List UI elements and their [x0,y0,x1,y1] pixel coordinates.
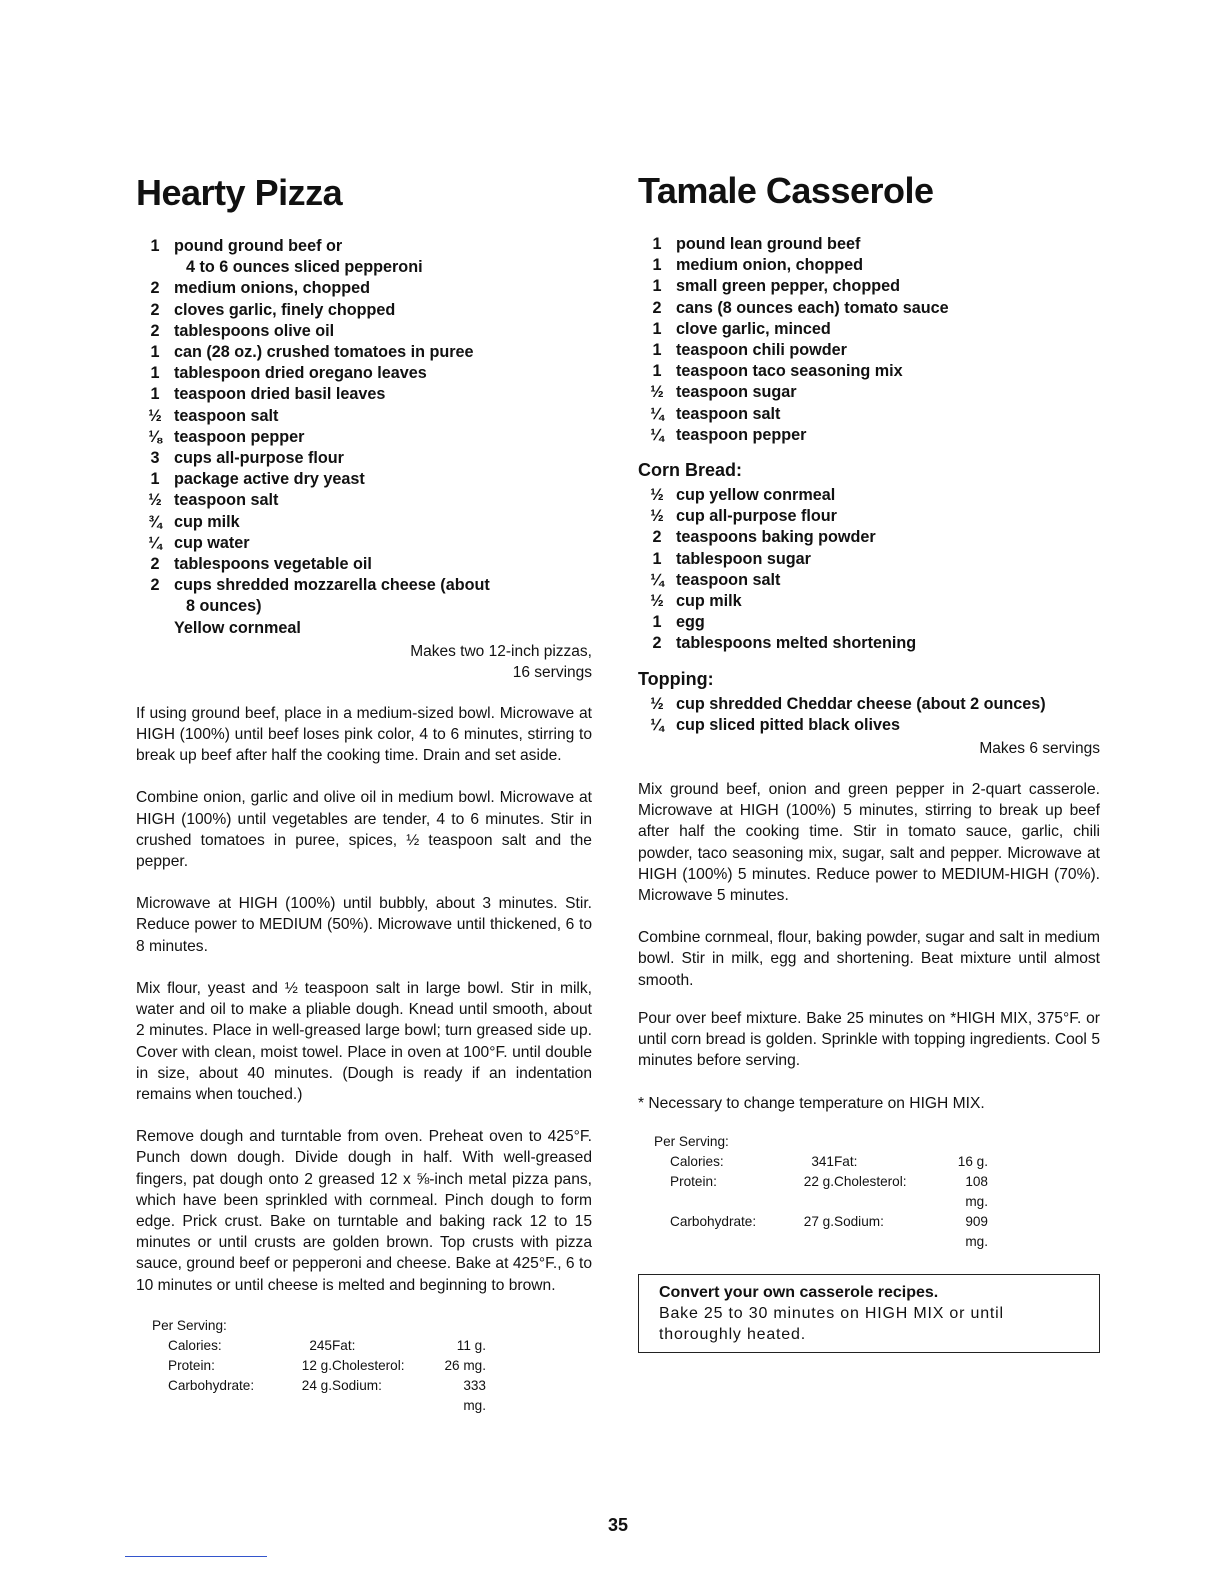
ingredient-text: 8 ounces) [186,597,262,616]
ingredient-quantity: ¼ [650,715,664,734]
nutrition-label-cell: Calories: [670,1153,724,1169]
page-number: 35 [607,1515,629,1535]
ingredient-quantity: 1 [652,341,662,360]
ingredient-quantity: 1 [150,343,160,362]
ingredient-item [136,490,592,511]
ingredient-item [136,469,592,490]
footnote: * Necessary to change temperature on HIGH MIX. [638,1094,985,1112]
ingredient-text: teaspoon salt [174,406,279,425]
ingredient-item [136,236,592,257]
ingredient-quantity: ½ [650,694,664,713]
ingredient-text: cloves garlic, finely chopped [174,300,396,319]
nutrition-label-cell: Calories: [168,1337,222,1353]
ingredient-quantity [136,618,174,639]
ingredient-text: cup sliced pitted black olives [676,715,901,734]
ingredient-item [136,533,592,554]
ingredient-text: tablespoons vegetable oil [174,555,372,574]
nutrition-info [654,1132,1100,1252]
yield [136,641,592,683]
ingredient-item [136,300,592,321]
instruction-paragraph: Mix flour, yeast and ½ teaspoon salt in large bowl. Stir in milk, water and oil to make a pliable dough. Knead until smooth, about 2 minutes. Place in well-greased large bowl; turn greased side up. Cover with clean, moist towel. Place in oven at 100°F. until double in size, about 40 minutes. (Dough is ready if an indentation remains when touched.) [136,979,592,1103]
nutrition-grid [654,1152,1100,1252]
ingredient-text: medium onions, chopped [174,279,371,298]
ingredient-quantity: 2 [652,298,662,317]
ingredient-quantity: ¾ [148,512,162,531]
nutrition-value-cell: 22 g. [803,1173,834,1189]
topping-heading: Topping: [638,668,714,689]
nutrition-value-cell: 11 g. [456,1337,486,1353]
nutrition-label: Per Serving: [654,1133,729,1149]
nutrition-label: Per Serving: [152,1317,227,1333]
ingredient-quantity: ¼ [650,425,664,444]
ingredient-text: teaspoon salt [676,404,781,423]
ingredient-item [638,425,1100,446]
ingredient-item [638,234,1100,255]
corn-bread-heading: Corn Bread: [638,460,743,481]
ingredient-quantity [136,257,174,278]
ingredient-item [638,255,1100,276]
yield-line: 16 servings [512,663,592,681]
ingredient-text: pound ground beef or [174,237,343,255]
ingredient-item [136,278,592,299]
ingredient-item [136,342,592,363]
nutrition-value-cell: 108 mg. [965,1173,988,1209]
ingredient-text: 4 to 6 ounces sliced pepperoni [186,258,423,277]
ingredient-text: cups shredded mozzarella cheese (about [174,576,490,595]
ingredient-quantity: ½ [650,592,664,611]
ingredient-quantity: 1 [652,235,662,253]
nutrition-label-cell: Cholesterol: [332,1357,405,1373]
nutrition-label-cell: Protein: [168,1357,215,1373]
ingredient-item [136,596,592,617]
ingredient-item [638,382,1100,403]
ingredient-quantity: 2 [150,279,160,298]
ingredient-quantity: 1 [150,385,160,404]
instruction-paragraph: Pour over beef mixture. Bake 25 minutes on *HIGH MIX, 375°F. or until corn bread is golden. Sprinkle with topping ingredients. Cool 5 minutes before serving. [638,1009,1100,1070]
instruction-paragraph: Combine onion, garlic and olive oil in medium bowl. Microwave at HIGH (100%) until vegetables are tender, 4 to 6 minutes. Stir in crushed tomatoes in puree, spices, ½ teaspoon salt and the pepper. [136,789,592,871]
ingredient-item [136,618,592,639]
tip-title: Convert your own casserole recipes. [659,1283,939,1301]
ingredient-text: cup water [174,533,250,552]
instruction-paragraph: Remove dough and turntable from oven. Preheat oven to 425°F. Punch down dough. Divide dough in half. With well-greased fingers, pat dough onto 2 greased 12 x ⅝-inch metal pizza pans, which have been sprinkled with cornmeal. Pinch dough to form edge. Prick crust. Bake on turntable and baking rack 12 to 15 minutes or until crusts are golden brown. Top crusts with pizza sauce, ground beef or pepperoni and cheese. Bake at 425°F., 6 to 10 minutes or until cheese is melted and beginning to brown. [136,1128,592,1294]
ingredient-text: cup milk [174,512,240,531]
ingredient-quantity: 1 [652,549,662,568]
instruction-paragraph: Mix ground beef, onion and green pepper in 2-quart casserole. Microwave at HIGH (100%) 5 minutes, stirring to break up beef after half the cooking time. Stir in tomato sauce, garlic, chili powder, taco seasoning mix, sugar, salt and pepper. Microwave at HIGH (100%) 5 minutes. Reduce power to MEDIUM-HIGH (70%). Microwave 5 minutes. [638,781,1100,905]
nutrition-value-cell: 16 g. [957,1153,988,1169]
ingredient-quantity [136,596,174,617]
ingredient-item [638,633,1100,654]
ingredient-item [136,554,592,575]
ingredient-quantity: 1 [652,277,662,296]
ingredient-quantity: 2 [150,555,160,574]
ingredient-item [638,319,1100,340]
ingredient-text: cans (8 ounces each) tomato sauce [676,298,949,317]
ingredient-text: teaspoon sugar [676,383,797,402]
nutrition-label-cell: Sodium: [332,1377,382,1393]
nutrition-label-cell: Fat: [834,1153,858,1169]
ingredient-text: medium onion, chopped [676,256,864,275]
ingredient-item [638,276,1100,297]
nutrition-value-cell: 341 [811,1153,834,1169]
ingredient-item [136,321,592,342]
ingredient-text: teaspoon dried basil leaves [174,385,386,404]
ingredient-quantity: 1 [150,364,160,383]
ingredient-item [638,527,1100,548]
nutrition-label-cell: Protein: [670,1173,717,1189]
tamale-casserole-recipe [638,170,1100,1353]
ingredient-item [638,361,1100,382]
ingredient-item [136,512,592,533]
ingredient-text: tablespoon sugar [676,549,811,568]
ingredient-item [638,298,1100,319]
instruction-paragraph: Microwave at HIGH (100%) until bubbly, about 3 minutes. Stir. Reduce power to MEDIUM (50%). Microwave until thickened, 6 to 8 minutes. [136,895,592,955]
ingredient-item [638,506,1100,527]
ingredient-quantity: ¼ [650,404,664,423]
ingredient-text: pound lean ground beef [676,235,861,253]
ingredient-text: cup milk [676,592,742,611]
ingredient-item [136,406,592,427]
nutrition-value-cell: 27 g. [803,1213,834,1229]
ingredient-text: cup yellow conrmeal [676,486,836,505]
ingredient-quantity: ½ [650,486,664,505]
nutrition-label-cell: Sodium: [834,1213,884,1229]
instruction-paragraph: Combine cornmeal, flour, baking powder, sugar and salt in medium bowl. Stir in milk, egg and shortening. Beat mixture until almost smooth. [638,929,1100,989]
ingredient-item [136,257,592,278]
hearty-pizza-recipe [136,172,592,1416]
ingredient-text: teaspoon pepper [676,425,807,444]
ingredient-list [638,234,1100,446]
ingredient-item [136,384,592,405]
ingredient-quantity: 2 [652,528,662,547]
ingredient-text: egg [676,613,705,632]
ingredient-item [136,575,592,596]
ingredient-quantity: 2 [652,634,662,653]
ingredient-quantity: ¼ [650,570,664,589]
ingredient-quantity: 2 [150,300,160,319]
ingredient-text: small green pepper, chopped [676,277,900,296]
ingredient-quantity: 1 [652,256,662,275]
ingredient-quantity: 3 [150,449,160,468]
ingredient-quantity: ½ [148,491,162,510]
ingredient-item [136,448,592,469]
ingredient-text: Yellow cornmeal [174,618,301,637]
corn-bread-ingredient-list [638,485,1100,655]
ingredient-quantity: 1 [150,237,160,255]
yield-line: Makes two 12-inch pizzas, [410,642,592,660]
nutrition-label-cell: Carbohydrate: [670,1213,757,1229]
ingredient-text: cups all-purpose flour [174,449,344,468]
ingredient-quantity: ½ [650,383,664,402]
ingredient-quantity: ½ [650,507,664,526]
nutrition-value-cell: 12 g. [301,1357,332,1373]
ingredient-item [638,485,1100,506]
ingredient-quantity: ¼ [148,533,162,552]
ingredient-quantity: 2 [150,321,160,340]
ingredient-text: teaspoon chili powder [676,341,847,360]
ingredient-text: tablespoon dried oregano leaves [174,364,427,383]
nutrition-info [152,1316,592,1416]
ingredient-item [136,427,592,448]
nutrition-label-cell: Carbohydrate: [168,1377,255,1393]
ingredient-quantity: 1 [652,613,662,632]
ingredient-quantity: ⅛ [148,427,162,446]
ingredient-quantity: 1 [652,319,662,338]
ingredient-item [136,363,592,384]
ingredient-item [638,340,1100,361]
ingredient-item [638,570,1100,591]
nutrition-label-cell: Cholesterol: [834,1173,907,1189]
nutrition-value-cell: 909 mg. [965,1213,988,1249]
recipe-title: Tamale Casserole [638,170,934,211]
nutrition-value-cell: 333 mg. [463,1377,486,1413]
yield: Makes 6 servings [979,740,1100,758]
ingredient-text: clove garlic, minced [676,319,831,338]
nutrition-label-cell: Fat: [332,1337,356,1353]
ingredient-text: teaspoon pepper [174,427,305,446]
ingredient-quantity: ½ [148,406,162,425]
tip-box [638,1274,1100,1353]
ingredient-text: tablespoons olive oil [174,321,335,340]
ingredient-text: teaspoons baking powder [676,528,876,547]
nutrition-value-cell: 26 mg. [444,1357,486,1373]
ingredient-item [638,404,1100,425]
instruction-paragraph: If using ground beef, place in a medium-sized bowl. Microwave at HIGH (100%) until beef loses pink color, 4 to 6 minutes, stirring to break up beef after half the cooking time. Drain and set aside. [136,704,592,765]
ingredient-text: tablespoons melted shortening [676,634,917,653]
nutrition-value-cell: 245 [309,1337,332,1353]
ingredient-text: can (28 oz.) crushed tomatoes in puree [174,343,474,362]
ingredient-list [136,236,592,639]
ingredient-text: cup all-purpose flour [676,507,837,526]
nutrition-value-cell: 24 g. [301,1377,332,1393]
ingredient-item [638,694,1100,715]
ingredient-text: package active dry yeast [174,470,365,489]
nutrition-grid [152,1336,592,1416]
topping-ingredient-list [638,694,1100,736]
ingredient-item [638,715,1100,736]
ingredient-quantity: 1 [150,470,160,489]
ingredient-text: teaspoon salt [676,570,781,589]
divider-line [125,1556,267,1557]
ingredient-quantity: 1 [652,362,662,381]
ingredient-text: teaspoon salt [174,491,279,510]
ingredient-text: teaspoon taco seasoning mix [676,362,903,381]
ingredient-text: cup shredded Cheddar cheese (about 2 ounces) [676,694,1046,713]
ingredient-quantity: 2 [150,576,160,595]
recipe-title: Hearty Pizza [136,172,343,213]
ingredient-item [638,612,1100,633]
ingredient-item [638,549,1100,570]
tip-body: Bake 25 to 30 minutes on HIGH MIX or until thoroughly heated. [659,1304,1004,1343]
ingredient-item [638,591,1100,612]
